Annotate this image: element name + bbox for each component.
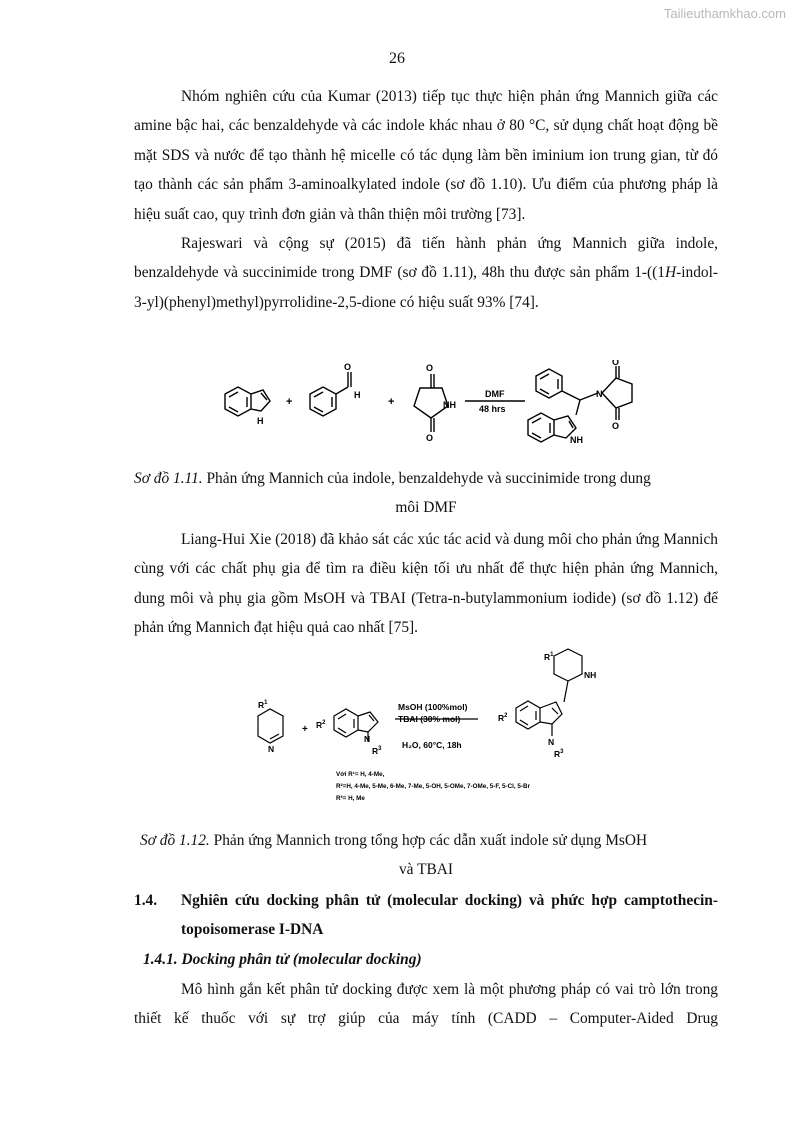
scheme-1-12-figure	[240, 646, 610, 811]
product-r3-label: $R^3$	[554, 749, 564, 759]
text-block-bottom	[134, 975, 718, 1034]
aldehyde-o-label: O	[344, 362, 352, 372]
watermark: Tailieuthamkhao.com	[663, 6, 786, 21]
product-r1-label: $R^1$	[544, 652, 554, 662]
product-indole-nh: NH	[570, 435, 583, 445]
product-n-label-2: N	[548, 737, 555, 747]
caption-1-11-line2: môi DMF	[395, 499, 457, 517]
p2-italic: H	[664, 264, 677, 282]
imine-ring	[258, 709, 283, 743]
paragraph-xie: Liang-Hui Xie (2018) đã khảo sát các xúc tác acid và dung môi cho phản ứng Mannich cùng với các chất phụ gia để tìm ra điều kiện tối ưu nhất để thực hiện phản ứng Mannich, dung môi và phụ gia gồm MsOH và TBAI (Tetra-n-butylammonium iodide) (sơ đồ 1.12) để phản ứng Mannich đạt hiệu quả cao nhất [75].	[134, 531, 718, 637]
reagent-dmf: DMF	[485, 389, 505, 399]
caption-1-11-label: Sơ đồ 1.11.	[134, 470, 203, 487]
section-title: Nghiên cứu docking phân tử (molecular docking) và phức hợp camptothecin-topoisomerase I-DNA	[181, 892, 718, 939]
succinimide-o-top: O	[426, 363, 434, 373]
caption-1-11-text: Phản ứng Mannich của indole, benzaldehyde và succinimide trong dung	[206, 470, 651, 487]
caption-scheme-1-11	[134, 464, 718, 523]
paragraph-docking: Mô hình gắn kết phân tử docking được xem là một phương pháp có vai trò lớn trong thiết kế thuốc với sự trợ giúp của máy tính (CADD – Computer-Aided Drug	[134, 981, 718, 1028]
r3-label: $R^3$	[372, 746, 382, 756]
caption-1-12-text: Phản ứng Mannich trong tổng hợp các dẫn xuất indole sử dụng MsOH	[213, 832, 648, 849]
paragraph-rajeswari	[134, 229, 718, 317]
product-o-top: O	[612, 360, 620, 367]
section-number: 1.4.	[134, 892, 158, 909]
indole-n-label: N	[364, 734, 371, 744]
reagent-tbai: TBAI (30% mol)	[398, 714, 461, 724]
text-block-middle	[134, 525, 718, 643]
substituent-note-2: R²=H, 4-Me, 5-Me, 6-Me, 7-Me, 5-OH, 5-OMe, 7-OMe, 5-F, 5-Cl, 5-Br	[336, 783, 531, 790]
caption-scheme-1-12	[134, 826, 718, 885]
reaction-conditions: H₂O, 60°C, 18h	[402, 740, 462, 750]
product-succinimide-ring	[602, 378, 632, 408]
scheme-1-11-figure	[210, 360, 650, 460]
imine-n-label: N	[268, 744, 275, 754]
plus-1: +	[286, 396, 293, 408]
product-piperidine-ring	[554, 649, 582, 681]
plus-3: +	[302, 724, 308, 735]
r1-label: $R^1$	[258, 700, 268, 710]
substituent-note-1: Với R¹= H, 4-Me,	[336, 771, 385, 778]
indole-reactant-pyrrole	[358, 712, 378, 732]
paragraph-kumar: Nhóm nghiên cứu của Kumar (2013) tiếp tục thực hiện phản ứng Mannich giữa các amine bậc hai, các benzaldehyde và các indole khác nhau ở 80 °C, sử dụng chất hoạt động bề mặt SDS và nước để tạo thành hệ micelle có tác dụng làm bền iminium ion trung gian, từ đó tạo thành các sản phẩm 3-aminoalkylated indole (sơ đồ 1.10). Ưu điểm của phương pháp là hiệu suất cao, quy trình đơn giản và thân thiện môi trường [73].	[134, 88, 718, 223]
plus-2: +	[388, 396, 395, 408]
p2-start: Rajeswari và cộng sự (2015) đã tiến hành phản ứng Mannich giữa indole, benzaldehyde và succinimide trong DMF (sơ đồ 1.11), 48h thu được sản phẩm 1-((1	[134, 235, 718, 282]
substituent-note-3: R³= H, Me	[336, 795, 365, 802]
product-n-label: N	[596, 389, 603, 399]
subsection-heading-1-4-1: 1.4.1. Docking phân tử (molecular docking)	[143, 951, 422, 968]
product-r2-label: $R^2$	[498, 713, 508, 723]
indole-nh-label: H	[257, 416, 264, 426]
caption-1-12-label: Sơ đồ 1.12.	[140, 832, 210, 849]
indole-pyrrole-ring	[251, 390, 270, 411]
r2-label: $R^2$	[316, 720, 326, 730]
product-indole-pyrrole-2	[540, 702, 562, 724]
succinimide-o-bottom: O	[426, 433, 434, 443]
caption-1-12-line2: và TBAI	[398, 861, 453, 879]
p2-end: -indol-3-yl)(phenyl)methyl)pyrrolidine-2,5-dione có hiệu suất 93% [74].	[134, 264, 718, 311]
succinimide-nh-label: NH	[443, 400, 456, 410]
reaction-time: 48 hrs	[479, 404, 506, 414]
text-block-top	[134, 82, 718, 317]
aldehyde-h-label: H	[354, 390, 361, 400]
page-number: 26	[389, 50, 405, 67]
product-o-bottom: O	[612, 421, 620, 431]
product-nh-label: NH	[584, 670, 597, 680]
reagent-msoh: MsOH (100%mol)	[398, 702, 468, 712]
section-heading-1-4	[134, 886, 718, 945]
